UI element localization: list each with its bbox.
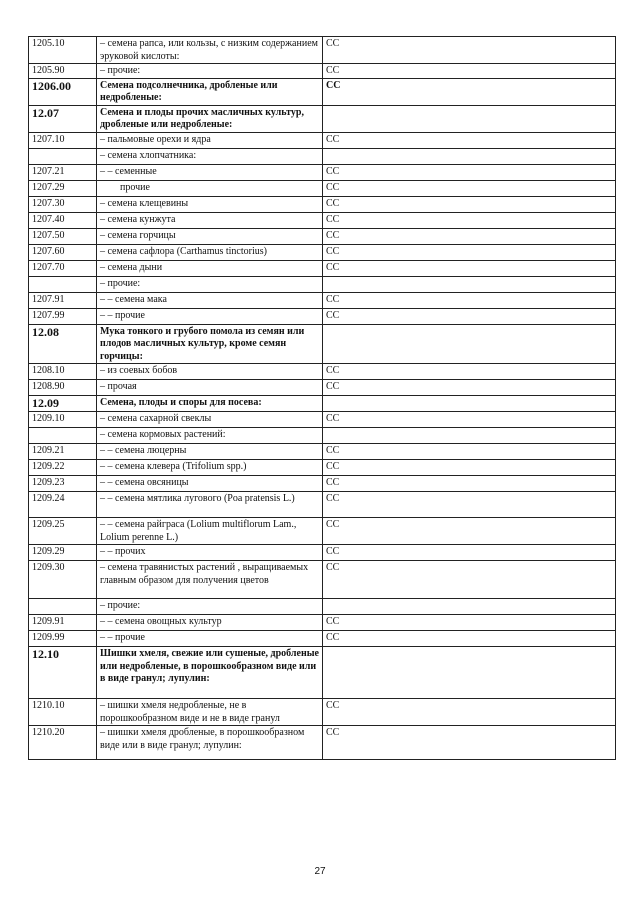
table-body <box>29 37 616 760</box>
description-cell: Шишки хмеля, свежие или сушеные, дробленые или недробленые, в порошкообразном виде или в виде гранул; лупулин: <box>97 647 323 699</box>
requirement-cell: СС <box>323 492 616 518</box>
table-row <box>29 380 616 396</box>
description-cell: – – прочих <box>97 545 323 561</box>
description-cell: – семена кунжута <box>97 212 323 228</box>
requirement-cell: СС <box>323 292 616 308</box>
description-cell: Семена и плоды прочих масличных культур, дробленые или недробленые: <box>97 105 323 132</box>
table-row <box>29 180 616 196</box>
requirement-cell: СС <box>323 444 616 460</box>
code-cell: 1209.99 <box>29 631 97 647</box>
table-row <box>29 460 616 476</box>
code-cell: 1209.23 <box>29 476 97 492</box>
code-cell: 1210.10 <box>29 699 97 726</box>
description-cell: – – прочие <box>97 308 323 324</box>
table-row <box>29 196 616 212</box>
code-cell: 1207.91 <box>29 292 97 308</box>
code-cell <box>29 148 97 164</box>
table-row <box>29 647 616 699</box>
code-cell: 1209.22 <box>29 460 97 476</box>
requirement-cell: СС <box>323 364 616 380</box>
description-cell: – шишки хмеля дробленые, в порошкообразном виде или в виде гранул; лупулин: <box>97 726 323 760</box>
code-cell: 12.07 <box>29 105 97 132</box>
table-row <box>29 631 616 647</box>
description-cell: – – семена клевера (Trifolium spp.) <box>97 460 323 476</box>
table-row <box>29 428 616 444</box>
requirement-cell: СС <box>323 412 616 428</box>
code-cell: 1209.21 <box>29 444 97 460</box>
table-row <box>29 308 616 324</box>
requirement-cell: СС <box>323 180 616 196</box>
table-row <box>29 37 616 64</box>
requirement-cell <box>323 647 616 699</box>
table-row <box>29 164 616 180</box>
table-row <box>29 276 616 292</box>
description-cell: – шишки хмеля недробленые, не в порошкообразном виде и не в виде гранул <box>97 699 323 726</box>
table-row <box>29 364 616 380</box>
description-cell: – семена рапса, или кользы, с низким содержанием эруковой кислоты: <box>97 37 323 64</box>
table-row <box>29 228 616 244</box>
description-cell: – семена клещевины <box>97 196 323 212</box>
requirement-cell: СС <box>323 244 616 260</box>
code-cell: 1209.91 <box>29 615 97 631</box>
code-cell: 12.10 <box>29 647 97 699</box>
code-cell: 1207.99 <box>29 308 97 324</box>
table-row <box>29 699 616 726</box>
table-row <box>29 260 616 276</box>
requirement-cell <box>323 428 616 444</box>
table-row <box>29 292 616 308</box>
description-cell: – семена кормовых растений: <box>97 428 323 444</box>
code-cell: 1209.24 <box>29 492 97 518</box>
requirement-cell: СС <box>323 212 616 228</box>
page-number: 27 <box>314 866 326 877</box>
table-row <box>29 324 616 364</box>
code-cell: 1209.10 <box>29 412 97 428</box>
description-cell: – – семена райграса (Lolium multiflorum Lam., Lolium perenne L.) <box>97 518 323 545</box>
requirement-cell <box>323 148 616 164</box>
requirement-cell: СС <box>323 64 616 79</box>
table-row <box>29 599 616 615</box>
code-cell <box>29 276 97 292</box>
description-cell: – прочие: <box>97 599 323 615</box>
requirement-cell: СС <box>323 164 616 180</box>
requirement-cell <box>323 105 616 132</box>
table-row <box>29 444 616 460</box>
requirement-cell: СС <box>323 518 616 545</box>
table-row <box>29 244 616 260</box>
description-cell: – – семена мятлика лугового (Poa pratensis L.) <box>97 492 323 518</box>
requirement-cell <box>323 276 616 292</box>
description-cell: – – семенные <box>97 164 323 180</box>
code-cell: 1205.10 <box>29 37 97 64</box>
code-cell: 12.08 <box>29 324 97 364</box>
requirement-cell: СС <box>323 228 616 244</box>
code-cell: 12.09 <box>29 396 97 412</box>
code-cell: 1209.30 <box>29 561 97 599</box>
description-cell: Мука тонкого и грубого помола из семян или плодов масличных культур, кроме семян горчицы: <box>97 324 323 364</box>
requirement-cell: СС <box>323 561 616 599</box>
code-cell: 1206.00 <box>29 78 97 105</box>
requirement-cell <box>323 599 616 615</box>
requirement-cell: СС <box>323 726 616 760</box>
description-cell: Семена, плоды и споры для посева: <box>97 396 323 412</box>
description-cell: Семена подсолнечника, дробленые или недробленые: <box>97 78 323 105</box>
requirement-cell: СС <box>323 37 616 64</box>
code-cell: 1207.21 <box>29 164 97 180</box>
code-cell: 1207.50 <box>29 228 97 244</box>
description-cell: – семена хлопчатника: <box>97 148 323 164</box>
description-cell: – семена травянистых растений , выращиваемых главным образом для получения цветов <box>97 561 323 599</box>
description-cell: – пальмовые орехи и ядра <box>97 132 323 148</box>
requirement-cell: СС <box>323 308 616 324</box>
description-cell: – – прочие <box>97 631 323 647</box>
table-row <box>29 64 616 79</box>
code-cell: 1207.30 <box>29 196 97 212</box>
description-cell: – прочие: <box>97 276 323 292</box>
code-cell: 1209.29 <box>29 545 97 561</box>
description-cell: – прочая <box>97 380 323 396</box>
code-cell: 1207.70 <box>29 260 97 276</box>
table-row <box>29 561 616 599</box>
requirement-cell: СС <box>323 460 616 476</box>
requirement-cell: СС <box>323 380 616 396</box>
table-row <box>29 518 616 545</box>
table-row <box>29 726 616 760</box>
code-cell: 1208.90 <box>29 380 97 396</box>
requirement-cell: СС <box>323 545 616 561</box>
requirement-cell: СС <box>323 196 616 212</box>
table-row <box>29 396 616 412</box>
code-cell: 1208.10 <box>29 364 97 380</box>
table-row <box>29 412 616 428</box>
description-cell: – семена сахарной свеклы <box>97 412 323 428</box>
requirement-cell: СС <box>323 132 616 148</box>
requirement-cell: СС <box>323 631 616 647</box>
table-row <box>29 148 616 164</box>
code-cell: 1207.29 <box>29 180 97 196</box>
table-row <box>29 615 616 631</box>
table-row <box>29 132 616 148</box>
table-row <box>29 212 616 228</box>
requirement-cell: СС <box>323 476 616 492</box>
table-row <box>29 545 616 561</box>
description-cell: – семена дыни <box>97 260 323 276</box>
code-cell: 1205.90 <box>29 64 97 79</box>
description-cell: – – семена овощных культур <box>97 615 323 631</box>
requirement-cell: СС <box>323 615 616 631</box>
description-cell: – семена горчицы <box>97 228 323 244</box>
requirement-cell: СС <box>323 78 616 105</box>
description-cell: – – семена люцерны <box>97 444 323 460</box>
description-cell: – семена сафлора (Carthamus tinctorius) <box>97 244 323 260</box>
table-row <box>29 78 616 105</box>
description-cell: – из соевых бобов <box>97 364 323 380</box>
requirement-cell: СС <box>323 699 616 726</box>
code-cell: 1210.20 <box>29 726 97 760</box>
requirement-cell: СС <box>323 260 616 276</box>
code-cell: 1207.40 <box>29 212 97 228</box>
code-cell <box>29 599 97 615</box>
tariff-table <box>28 36 616 760</box>
code-cell: 1209.25 <box>29 518 97 545</box>
table-row <box>29 105 616 132</box>
description-cell: прочие <box>97 180 323 196</box>
description-cell: – – семена мака <box>97 292 323 308</box>
requirement-cell <box>323 396 616 412</box>
code-cell: 1207.10 <box>29 132 97 148</box>
code-cell <box>29 428 97 444</box>
table-row <box>29 476 616 492</box>
code-cell: 1207.60 <box>29 244 97 260</box>
requirement-cell <box>323 324 616 364</box>
description-cell: – – семена овсяницы <box>97 476 323 492</box>
table-row <box>29 492 616 518</box>
description-cell: – прочие: <box>97 64 323 79</box>
